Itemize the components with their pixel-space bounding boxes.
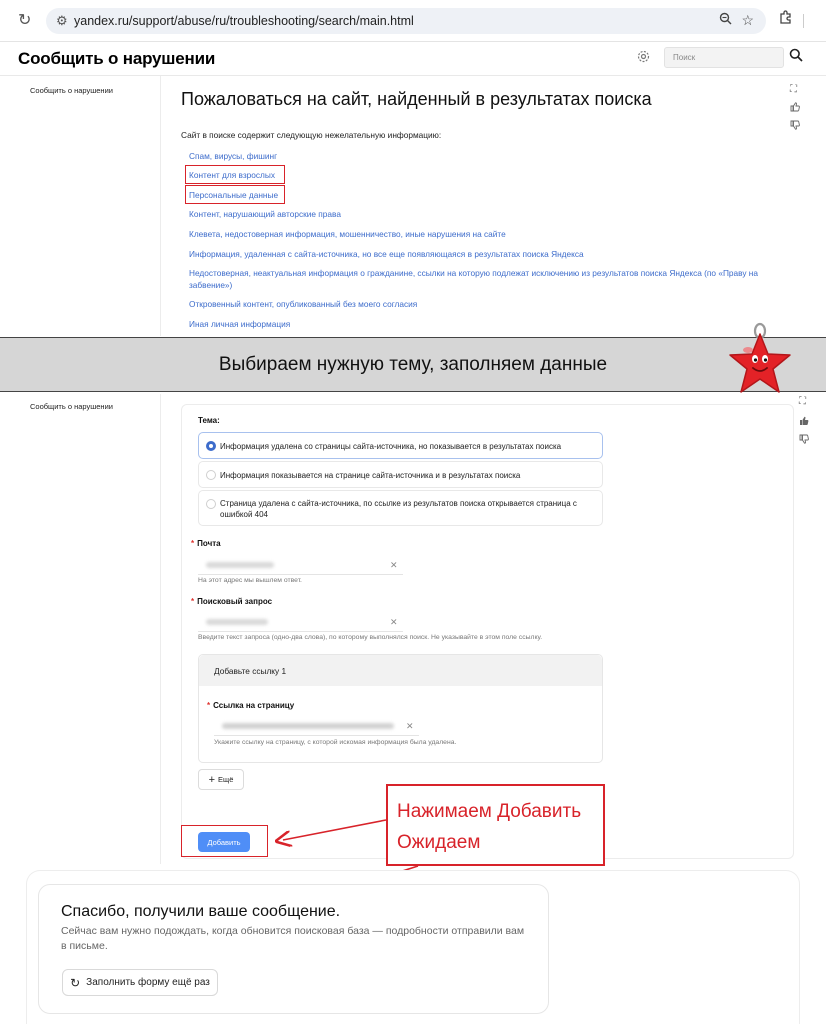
toolbar-divider <box>803 14 804 28</box>
success-text: Сейчас вам нужно подождать, когда обновится поисковая база — подробности отправили вам в письме. <box>61 925 525 952</box>
close-icon[interactable]: ✕ <box>390 560 398 570</box>
plus-icon: + <box>208 773 216 786</box>
highlight-box-personal-data <box>185 185 285 204</box>
annotation-line-2: Ожидаем <box>397 832 481 853</box>
radio-option-label: Информация показывается на странице сайта-источника и в результатах поиска <box>220 471 521 480</box>
link-block-header <box>199 655 602 686</box>
sidebar-divider <box>160 76 161 336</box>
radio-option-label: Страница удалена с сайта-источника, по ссылке из результатов поиска открывается страница с ошибкой 404 <box>220 499 577 519</box>
site-header <box>0 42 826 76</box>
close-icon[interactable]: ✕ <box>406 721 414 731</box>
thumbs-down-icon[interactable] <box>790 120 800 134</box>
highlight-box-adult <box>185 165 285 184</box>
site-title[interactable]: Сообщить о нарушении <box>18 49 216 68</box>
sidebar-item-report-form[interactable]: Сообщить о нарушении <box>30 402 113 411</box>
radio-button-checked[interactable] <box>206 441 216 451</box>
close-icon[interactable]: ✕ <box>390 617 398 627</box>
email-label <box>191 539 221 549</box>
email-label-text: Почта <box>197 539 221 548</box>
blurred-value <box>206 619 268 625</box>
refill-form-label: Заполнить форму ещё раз <box>86 977 210 988</box>
topic-link-adult[interactable]: Контент для взрослых <box>189 170 275 180</box>
blurred-value <box>222 723 394 729</box>
topic-link-spam[interactable]: Спам, вирусы, фишинг <box>189 151 278 161</box>
star-mascot-icon <box>724 322 796 400</box>
thumbs-down-icon[interactable] <box>799 434 809 448</box>
query-hint: Введите текст запроса (одно-два слова), по которому выполнялся поиск. Не указывайте в этом поле ссылку. <box>198 634 543 641</box>
site-info-icon[interactable]: ⚙ <box>56 13 68 28</box>
thumbs-up-icon[interactable] <box>790 102 800 116</box>
topic-link-right-to-be-forgotten[interactable]: Недостоверная, неактуальная информация о гражданине, ссылки на которую подлежат исключению из результатов поиска Яндекса (по «Праву на забвение») <box>189 268 759 290</box>
page-link-field[interactable] <box>214 717 419 736</box>
reload-icon[interactable]: ↻ <box>18 12 32 29</box>
link-block-title: Добавьте ссылку 1 <box>214 666 287 676</box>
radio-option-page-404[interactable] <box>198 490 603 526</box>
zoom-icon[interactable] <box>719 12 732 30</box>
annotation-callout <box>386 784 605 866</box>
topic-link-explicit-content[interactable]: Откровенный контент, опубликованный без моего согласия <box>189 299 418 309</box>
required-mark: * <box>191 539 195 548</box>
address-url[interactable]: yandex.ru/support/abuse/ru/troubleshooting/search/main.html <box>74 14 414 28</box>
refresh-icon: ↻ <box>70 975 81 990</box>
search-icon[interactable] <box>789 48 805 66</box>
add-more-label: Ещё <box>218 775 234 784</box>
topic-link-personal-data[interactable]: Персональные данные <box>189 190 279 200</box>
topic-label: Тема: <box>198 416 220 425</box>
topic-link-copyright[interactable]: Контент, нарушающий авторские права <box>189 209 341 219</box>
radio-option-shown-on-page[interactable] <box>198 461 603 488</box>
topic-link-defamation[interactable]: Клевета, недостоверная информация, мошенничество, иные нарушения на сайте <box>189 229 506 239</box>
sidebar-divider-form <box>160 394 161 864</box>
star-icon[interactable]: ☆ <box>741 12 754 28</box>
page-link-label-text: Ссылка на страницу <box>213 701 295 710</box>
page-link-label <box>207 701 294 711</box>
radio-button[interactable] <box>206 499 216 509</box>
topic-link-other-personal[interactable]: Иная личная информация <box>189 319 291 329</box>
email-hint: На этот адрес мы вышлем ответ. <box>198 577 302 584</box>
success-title: Спасибо, получили ваше сообщение. <box>61 903 341 920</box>
radio-option-label: Информация удалена со страницы сайта-источника, но показывается в результатах поиска <box>220 442 562 451</box>
query-label-text: Поисковый запрос <box>197 597 273 606</box>
puzzle-icon[interactable] <box>778 10 793 30</box>
expand-icon[interactable]: ⛶ <box>790 84 797 95</box>
topic-link-removed-info[interactable]: Информация, удаленная с сайта-источника, но все еще появляющаяся в результатах поиска Яндекса <box>189 249 584 259</box>
sidebar-item-report[interactable]: Сообщить о нарушении <box>30 86 113 95</box>
blurred-value <box>206 562 274 568</box>
intro-text: Сайт в поиске содержит следующую нежелательную информацию: <box>181 130 442 140</box>
add-more-link-button[interactable] <box>198 769 244 790</box>
email-field[interactable] <box>198 556 403 575</box>
expand-icon[interactable]: ⛶ <box>799 396 806 407</box>
required-mark: * <box>207 701 211 710</box>
refill-form-button[interactable] <box>62 969 218 996</box>
submit-button[interactable]: Добавить <box>198 832 250 852</box>
search-input[interactable] <box>664 47 784 68</box>
page-title: Пожаловаться на сайт, найденный в результатах поиска <box>181 89 652 109</box>
page-link-hint: Укажите ссылку на страницу, с которой искомая информация была удалена. <box>214 739 457 746</box>
annotation-line-1: Нажимаем Добавить <box>397 801 582 822</box>
radio-button[interactable] <box>206 470 216 480</box>
banner-text: Выбираем нужную тему, заполняем данные <box>218 354 608 375</box>
required-mark: * <box>191 597 195 606</box>
instruction-banner <box>0 337 826 392</box>
browser-toolbar <box>0 0 826 42</box>
radio-option-removed-from-page[interactable] <box>198 432 603 459</box>
query-label <box>191 597 272 607</box>
thumbs-up-icon[interactable] <box>799 416 809 430</box>
address-bar[interactable] <box>46 8 766 34</box>
gear-icon[interactable] <box>637 50 650 67</box>
query-field[interactable] <box>198 613 403 632</box>
